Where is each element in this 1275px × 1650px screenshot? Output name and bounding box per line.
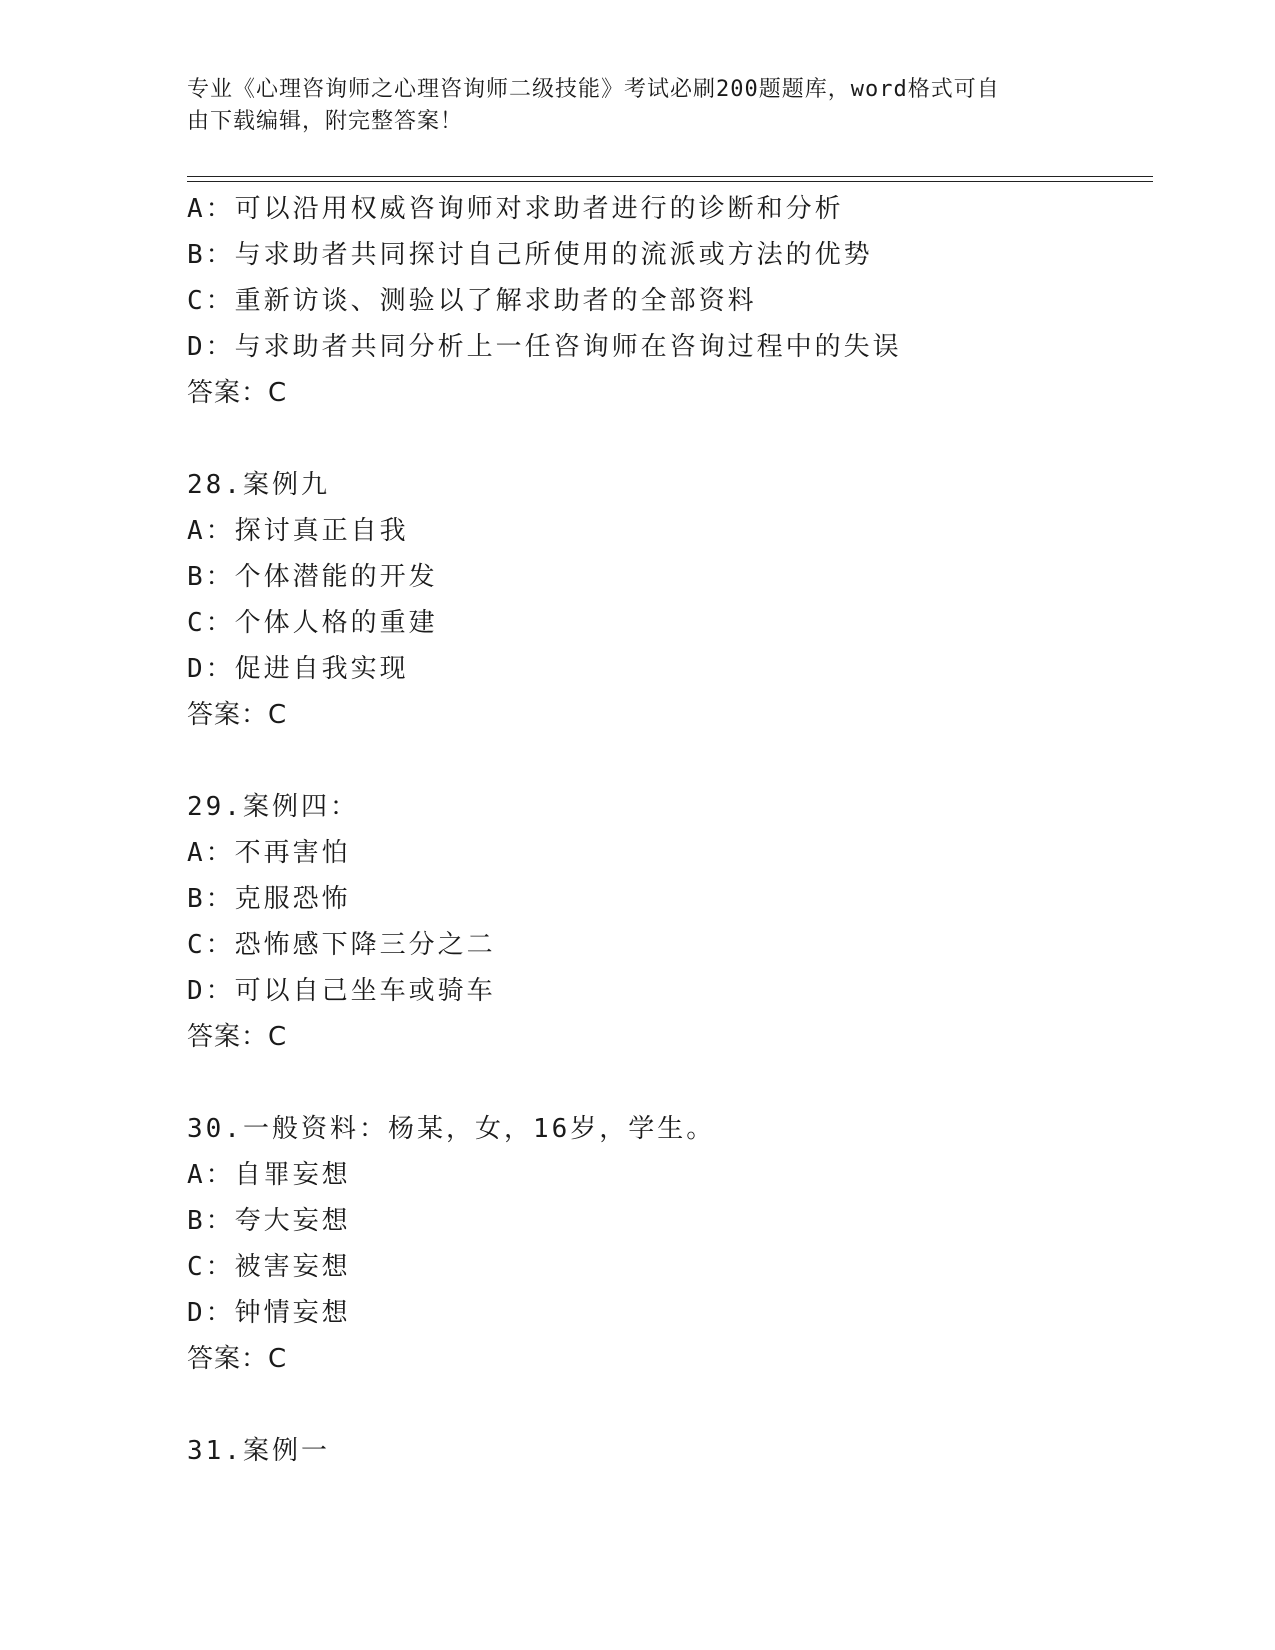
spacer — [187, 1060, 1147, 1106]
option-c: C：被害妄想 — [187, 1252, 351, 1282]
document-header — [187, 74, 1067, 138]
question-29-block — [187, 784, 1147, 1060]
option-b: B：个体潜能的开发 — [187, 562, 438, 592]
question-stem: 31.案例一 — [187, 1436, 330, 1466]
spacer — [187, 738, 1147, 784]
header-line-2: 由下载编辑，附完整答案！ — [187, 109, 464, 134]
header-divider-bottom — [187, 181, 1153, 182]
option-c: C：重新访谈、测验以了解求助者的全部资料 — [187, 286, 757, 316]
option-c: C：恐怖感下降三分之二 — [187, 930, 496, 960]
spacer — [187, 416, 1147, 462]
option-d: D：与求助者共同分析上一任咨询师在咨询过程中的失误 — [187, 332, 902, 362]
question-stem: 29.案例四： — [187, 792, 359, 822]
option-a: A：自罪妄想 — [187, 1160, 351, 1190]
option-b: B：克服恐怖 — [187, 884, 351, 914]
header-divider-top — [187, 176, 1153, 177]
option-d: D：钟情妄想 — [187, 1298, 351, 1328]
option-a: A：不再害怕 — [187, 838, 351, 868]
question-31-block — [187, 1428, 1147, 1474]
question-30-block — [187, 1106, 1147, 1382]
option-b: B：与求助者共同探讨自己所使用的流派或方法的优势 — [187, 240, 873, 270]
question-27-block — [187, 186, 1147, 416]
question-list — [187, 186, 1147, 1474]
option-c: C：个体人格的重建 — [187, 608, 438, 638]
answer-line: 答案：C — [187, 378, 288, 408]
question-stem: 30.一般资料：杨某，女，16岁，学生。 — [187, 1114, 716, 1144]
option-b: B：夸大妄想 — [187, 1206, 351, 1236]
question-28-block — [187, 462, 1147, 738]
option-d: D：可以自己坐车或骑车 — [187, 976, 496, 1006]
spacer — [187, 1382, 1147, 1428]
option-a: A：可以沿用权威咨询师对求助者进行的诊断和分析 — [187, 194, 844, 224]
question-stem: 28.案例九 — [187, 470, 330, 500]
option-a: A：探讨真正自我 — [187, 516, 409, 546]
option-d: D：促进自我实现 — [187, 654, 409, 684]
answer-line: 答案：C — [187, 700, 288, 730]
answer-line: 答案：C — [187, 1022, 288, 1052]
header-line-1: 专业《心理咨询师之心理咨询师二级技能》考试必刷200题题库，word格式可自 — [187, 77, 1000, 102]
answer-line: 答案：C — [187, 1344, 288, 1374]
